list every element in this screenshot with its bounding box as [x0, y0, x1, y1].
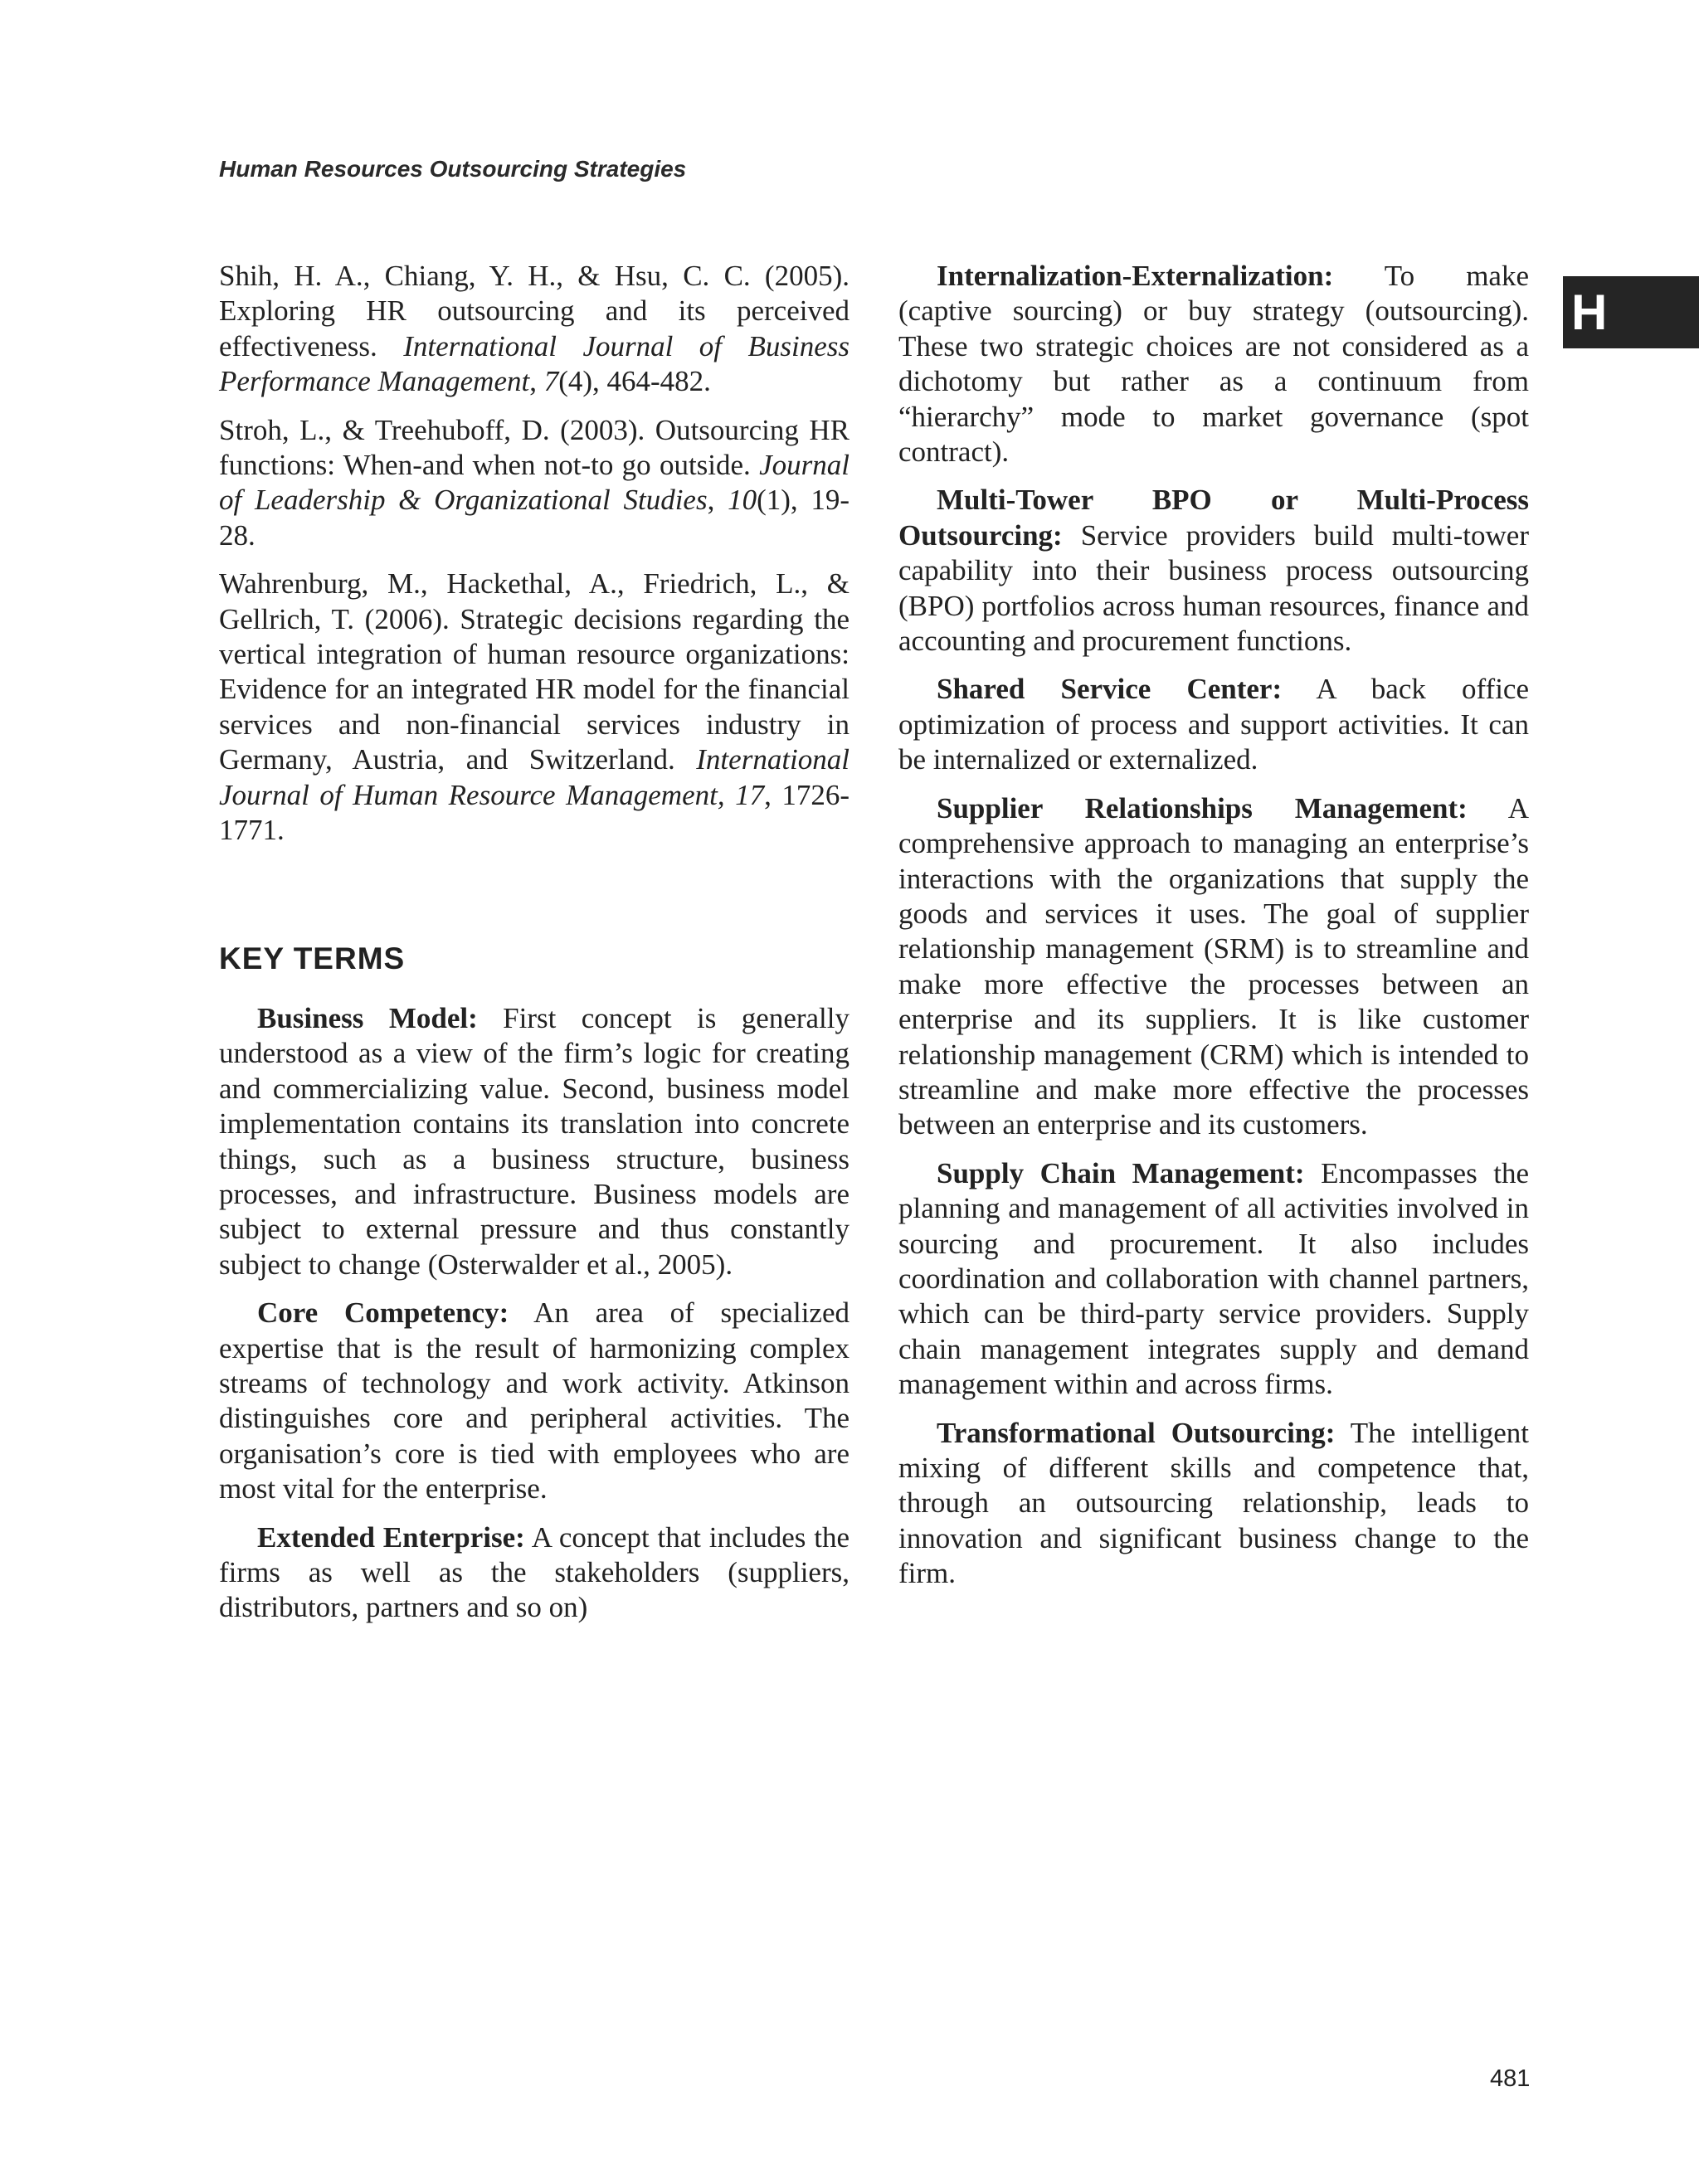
- key-term-title: Transformational Outsourcing:: [937, 1416, 1336, 1449]
- reference-sep: ,: [707, 484, 728, 517]
- key-term-title: Business Model:: [257, 1001, 478, 1034]
- key-term-entry: [219, 1001, 850, 1282]
- reference-journal: International Journal of Business Performance Management: [219, 329, 850, 398]
- key-term-definition: Encompasses the planning and management of all activities involved in sourcing and procurement. It also includes coordination and collaboration with channel partners, which can be third-party service providers. Supply chain management integrates supply and demand management within and across firms.: [898, 1156, 1529, 1401]
- reference-journal: International Journal of Human Resource Management, 17: [219, 743, 850, 811]
- key-term-definition: To make (captive sourcing) or buy strategy (outsourcing). These two strategic choices are not considered as a dichotomy but rather as a continuum from “hierarchy” mode to market governance (spot contract).: [898, 260, 1529, 469]
- right-column: [898, 259, 1529, 1605]
- key-term-definition: An area of specialized expertise that is the result of harmonizing complex streams of technology and work activity. Atkinson distinguishes core and peripheral activities. The organisation’s core is tied with employees who are most vital for the enterprise.: [219, 1296, 850, 1505]
- reference-authors: Stroh, L., & Treehuboff, D. (2003). Outsourcing HR functions: When-and when not-to go outside.: [219, 413, 850, 482]
- reference-authors: Shih, H. A., Chiang, Y. H., & Hsu, C. C. (2005). Exploring HR outsourcing and its perceived effectiveness.: [219, 260, 850, 362]
- key-term-entry: [898, 1156, 1529, 1403]
- reference-rest: (1), 19-28.: [219, 484, 850, 552]
- key-term-title: Multi-Tower BPO or Multi-Process Outsourcing:: [898, 484, 1529, 552]
- key-term-entry: [898, 483, 1529, 659]
- key-term-definition: A comprehensive approach to managing an enterprise’s interactions with the organizations that supply the goods and services it uses. The goal of supplier relationship management (SRM) is to streamline and make more effective the processes between an enterprise and its suppliers. It is like customer relationship management (CRM) which is intended to streamline and make more effective the processes between an enterprise and its customers.: [898, 791, 1529, 1141]
- reference-volume: 7: [543, 365, 559, 398]
- reference-journal: Journal of Leadership & Organizational Studies: [219, 449, 850, 517]
- left-column: [219, 259, 850, 1639]
- key-terms-heading: KEY TERMS: [219, 941, 406, 975]
- reference-sep: ,: [529, 365, 544, 398]
- reference-authors: Wahrenburg, M., Hackethal, A., Friedrich, L., & Gellrich, T. (2006). Strategic decisions regarding the vertical integration of human resource organizations: Evidence for an integrated HR model for the financial services and non-financial services industry in Germany, Austria, and Switzerland.: [219, 567, 850, 776]
- reference-rest: , 1726-1771.: [219, 778, 850, 847]
- key-term-title: Internalization-Externalization:: [937, 260, 1334, 292]
- key-term-entry: [898, 672, 1529, 777]
- reference-rest: (4), 464-482.: [558, 365, 711, 398]
- key-term-title: Shared Service Center:: [937, 673, 1283, 706]
- page-number: 481: [1490, 2065, 1531, 2092]
- key-term-title: Supply Chain Management:: [937, 1156, 1305, 1189]
- reference-volume: 10: [728, 484, 757, 517]
- key-term-entry: [219, 1520, 850, 1626]
- key-term-entry: [898, 259, 1529, 469]
- reference-entry: [219, 259, 850, 400]
- reference-entry: [219, 567, 850, 848]
- key-term-entry: [219, 1296, 850, 1506]
- key-term-entry: [898, 1416, 1529, 1592]
- key-term-title: Supplier Relationships Management:: [937, 791, 1468, 824]
- key-term-definition: Service providers build multi-tower capability into their business process outsourcing (BPO) portfolios across human resources, finance and accounting and procurement functions.: [898, 518, 1529, 658]
- key-term-definition: First concept is generally understood as a view of the firm’s logic for creating and commercializing value. Second, business model implementation contains its translation into concrete things, such as a business structure, business processes, and infrastructure. Business models are subject to external pressure and thus constantly subject to change (Osterwalder et al., 2005).: [219, 1001, 850, 1281]
- key-term-definition: A back office optimization of process and support activities. It can be internalized or externalized.: [898, 673, 1529, 776]
- key-term-entry: [898, 791, 1529, 1143]
- key-term-definition: A concept that includes the firms as well as the stakeholders (suppliers, distributors, partners and so on): [219, 1520, 850, 1624]
- reference-entry: [219, 413, 850, 554]
- section-tab: H: [1563, 276, 1699, 348]
- key-term-title: Core Competency:: [257, 1296, 509, 1330]
- key-term-title: Extended Enterprise:: [257, 1520, 525, 1554]
- key-term-definition: The intelligent mixing of different skills and competence that, through an outsourcing relationship, leads to innovation and significant business change to the firm.: [898, 1416, 1529, 1590]
- running-head: Human Resources Outsourcing Strategies: [219, 156, 687, 182]
